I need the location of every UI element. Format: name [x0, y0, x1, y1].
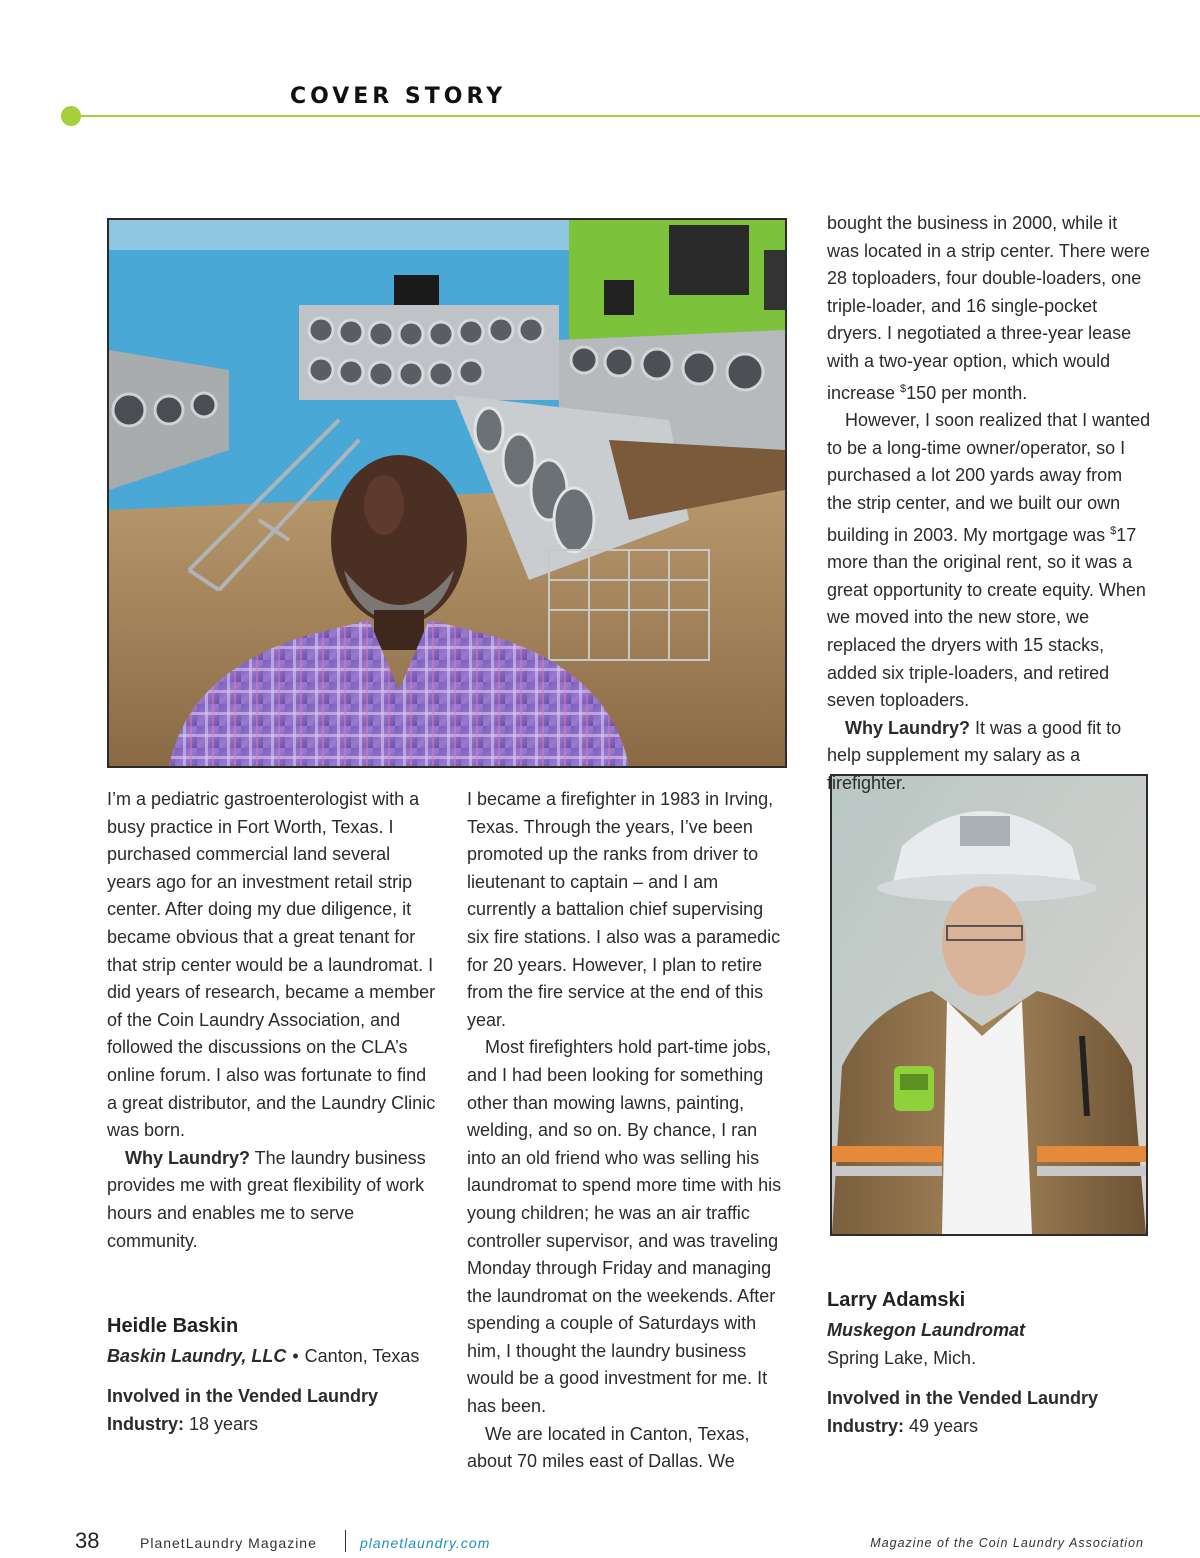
column-3-paragraph-1 — [827, 210, 1152, 407]
dollar-superscript: $ — [900, 382, 907, 395]
profile-larry-adamski — [827, 1286, 1157, 1440]
column-3-paragraph-2-text-b: 17 more than the original rent, so it was a great opportunity to create equity. When we moved into the new store, we replaced the dryers with 15 stacks, added six triple-loaders, and retired seven toploaders. — [827, 524, 1146, 711]
involvement-value: 49 years — [904, 1416, 979, 1436]
column-2 — [467, 786, 789, 1476]
firefighter-portrait-photo-icon — [832, 776, 1146, 1234]
why-laundry-lead: Why Laundry? — [845, 717, 970, 738]
why-laundry-lead: Why Laundry? — [125, 1147, 250, 1168]
column-1 — [107, 786, 437, 1255]
page-number: 38 — [75, 1528, 100, 1553]
involvement-label: Involved in the Vended Laundry Industry: — [107, 1386, 379, 1434]
profile-name: Heidle Baskin — [107, 1315, 239, 1337]
profile-location: Spring Lake, Mich. — [827, 1348, 977, 1368]
column-3-paragraph-1-text-a: bought the business in 2000, while it was located in a strip center. There were 28 toploaders, four double-loaders, one triple-loader, and 16 single-pocket dryers. I negotiated a three-year lease with a two-year option, which would increase — [827, 213, 1150, 403]
section-label: COVER STORY — [290, 84, 507, 109]
profile-business-line — [107, 1342, 437, 1370]
magazine-name: PlanetLaundry Magazine — [140, 1535, 317, 1551]
profile-heidle-baskin — [107, 1312, 437, 1438]
column-1-paragraph-2 — [107, 1145, 437, 1255]
column-3-paragraph-3 — [827, 715, 1152, 798]
association-tagline: Magazine of the Coin Laundry Association — [870, 1536, 1144, 1550]
profile-involvement — [827, 1384, 1157, 1440]
column-3-paragraph-1-text-b: 150 per month. — [906, 382, 1028, 403]
profile-business: Baskin Laundry, LLC — [107, 1346, 287, 1366]
column-3-paragraph-3-text: It was a good fit to help supplement my salary as a firefighter. — [827, 717, 1122, 793]
column-2-paragraph-2: Most firefighters hold part-time jobs, and I had been looking for something other than mowing lawns, painting, welding, and so on. By chance, I ran into an old friend who was selling his laundromat to spend more time with his young children; he was an air traffic controller supervisor, and was traveling Monday through Friday and managing the laundromat on the weekends. After spending a couple of Saturdays with him, I thought the laundry business would be a good investment for me. It has been. — [467, 1037, 782, 1417]
profile-location: Canton, Texas — [304, 1346, 420, 1366]
involvement-value: 18 years — [184, 1414, 259, 1434]
involvement-label: Involved in the Vended Laundry Industry: — [827, 1388, 1099, 1436]
profile-name: Larry Adamski — [827, 1289, 966, 1311]
firefighter-portrait-photo — [830, 774, 1148, 1236]
bullet-separator: • — [292, 1346, 299, 1366]
page-footer — [0, 1528, 1200, 1558]
column-3-paragraph-2 — [827, 407, 1152, 715]
header-rule-line — [70, 115, 1200, 117]
column-3-paragraph-2-text-a: However, I soon realized that I wanted to be a long-time owner/operator, so I purchased a lot 200 yards away from the strip center, and we built our own building in 2003. My mortgage was — [827, 410, 1151, 545]
laundromat-selfie-photo-icon — [109, 220, 785, 766]
website-link[interactable]: planetlaundry.com — [360, 1535, 491, 1551]
column-3 — [827, 210, 1152, 797]
column-1-paragraph-1: I’m a pediatric gastroenterologist with a busy practice in Fort Worth, Texas. I purchased commercial land several years ago for an investment retail strip center. After doing my due diligence, it became obvious that a great tenant for that strip center would be a laundromat. I did years of research, became a member of the Coin Laundry Association, and followed the discussions on the CLA’s online forum. I also was fortunate to find a great distributor, and the Laundry Clinic was born. — [107, 789, 436, 1141]
column-2-paragraph-1: I became a firefighter in 1983 in Irving, Texas. Through the years, I’ve been promoted up the ranks from driver to lieutenant to captain – and I am currently a battalion chief supervising six fire stations. I also was a paramedic for 20 years. However, I plan to retire from the fire service at the end of this year. — [467, 789, 781, 1030]
dollar-superscript: $ — [1110, 524, 1117, 537]
footer-divider — [345, 1530, 346, 1552]
profile-business: Muskegon Laundromat — [827, 1320, 1026, 1340]
column-2-paragraph-3: We are located in Canton, Texas, about 70 miles east of Dallas. We — [467, 1423, 750, 1472]
profile-involvement — [107, 1382, 437, 1438]
column-1-paragraph-2-text: The laundry business provides me with great flexibility of work hours and enables me to serve community. — [107, 1147, 426, 1251]
laundromat-selfie-photo — [107, 218, 787, 768]
